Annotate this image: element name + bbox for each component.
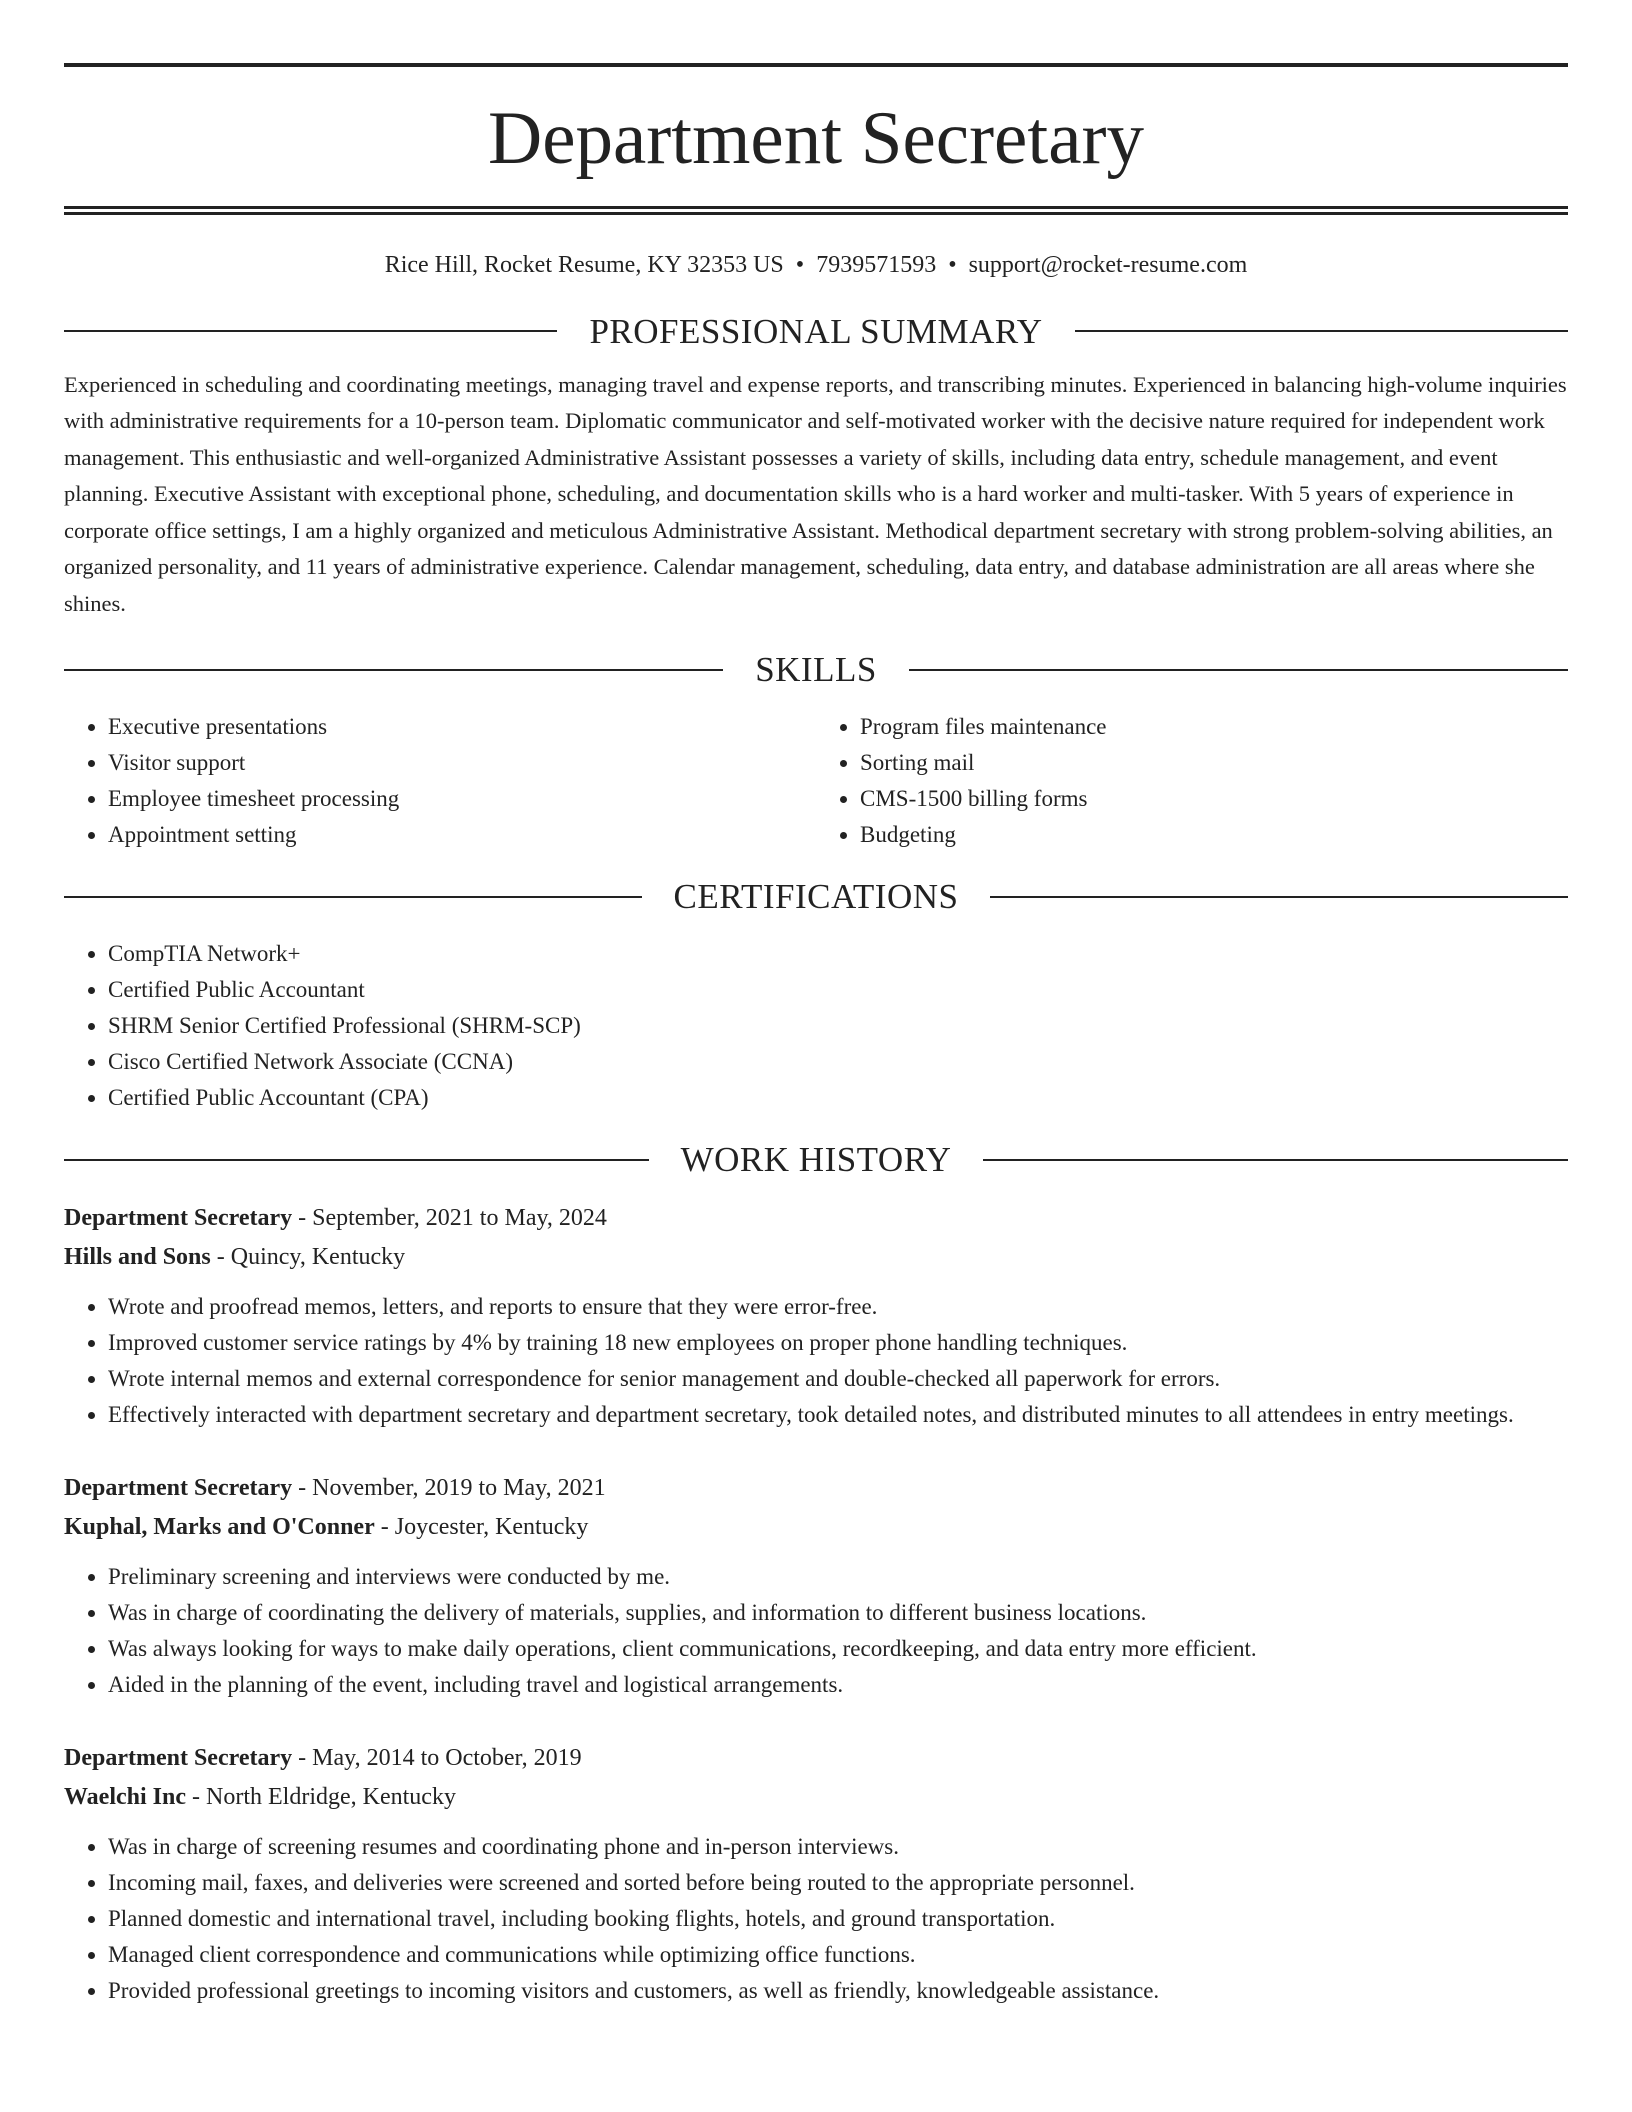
job-dates: - May, 2014 to October, 2019 bbox=[292, 1745, 582, 1772]
summary-heading-text: PROFESSIONAL SUMMARY bbox=[589, 311, 1043, 351]
skills-heading bbox=[64, 650, 1568, 690]
job-bullets bbox=[64, 1829, 1568, 2009]
certification-item: • CompTIA Network+ bbox=[108, 936, 1568, 972]
job-company: Hills and Sons bbox=[64, 1244, 211, 1271]
job-bullet: • Effectively interacted with department secretary and department secretary, took detailed notes, and distributed minutes to all attendees in entry meetings. bbox=[108, 1397, 1568, 1433]
certifications-heading bbox=[64, 877, 1568, 917]
job-company-line bbox=[64, 1238, 1568, 1277]
heading-rule-right bbox=[909, 669, 1568, 671]
job-entry bbox=[64, 1199, 1568, 1433]
skill-item: • Program files maintenance bbox=[860, 709, 1568, 745]
job-entry bbox=[64, 1469, 1568, 1703]
work-history-heading bbox=[64, 1140, 1568, 1180]
candidate-name: Department Secretary bbox=[488, 97, 1144, 180]
job-title-line bbox=[64, 1199, 1568, 1238]
job-title: Department Secretary bbox=[64, 1205, 293, 1232]
job-bullet: • Aided in the planning of the event, including travel and logistical arrangements. bbox=[108, 1667, 1568, 1703]
contact-email: support@rocket-resume.com bbox=[968, 252, 1248, 278]
certification-item: • Certified Public Accountant (CPA) bbox=[108, 1080, 1568, 1116]
job-title-line bbox=[64, 1469, 1568, 1508]
job-bullet: • Wrote and proofread memos, letters, and reports to ensure that they were error-free. bbox=[108, 1289, 1568, 1325]
top-rule bbox=[64, 63, 1568, 67]
skills-column-left bbox=[64, 709, 816, 853]
job-bullet: • Incoming mail, faxes, and deliveries were screened and sorted before being routed to the appropriate personnel. bbox=[108, 1865, 1568, 1901]
job-company-line bbox=[64, 1778, 1568, 1817]
job-location: - Joycester, Kentucky bbox=[374, 1514, 589, 1541]
job-company: Waelchi Inc bbox=[64, 1784, 187, 1811]
skill-item: • Budgeting bbox=[860, 817, 1568, 853]
job-title: Department Secretary bbox=[64, 1745, 293, 1772]
resume-page bbox=[64, 0, 1568, 2009]
heading-rule-right bbox=[990, 896, 1568, 898]
job-company-line bbox=[64, 1508, 1568, 1547]
job-bullet: • Managed client correspondence and communications while optimizing office functions. bbox=[108, 1937, 1568, 1973]
heading-rule-left bbox=[64, 669, 723, 671]
job-dates: - September, 2021 to May, 2024 bbox=[292, 1205, 607, 1232]
skill-item: • Sorting mail bbox=[860, 745, 1568, 781]
heading-rule-left bbox=[64, 896, 642, 898]
summary-text: Experienced in scheduling and coordinating meetings, managing travel and expense reports, and transcribing minutes. Experienced in balancing high-volume inquiries with administrative requirements for a 10-person team. Diplomatic communicator and self-motivated worker with the decisive nature required for independent work management. This enthusiastic and well-organized Administrative Assistant possesses a variety of skills, including data entry, schedule management, and event planning. Executive Assistant with exceptional phone, scheduling, and documentation skills who is a hard worker and multi-tasker. With 5 years of experience in corporate office settings, I am a highly organized and meticulous Administrative Assistant. Methodical department secretary with strong problem-solving abilities, an organized personality, and 11 years of administrative experience. Calendar management, scheduling, data entry, and database administration are all areas where she shines. bbox=[64, 371, 1567, 616]
job-bullet: • Was always looking for ways to make daily operations, client communications, recordkeeping, and data entry more efficient. bbox=[108, 1631, 1568, 1667]
job-bullets bbox=[64, 1559, 1568, 1703]
skills-column-right bbox=[816, 709, 1568, 853]
job-title: Department Secretary bbox=[64, 1475, 293, 1502]
contact-phone: 7939571593 bbox=[816, 252, 937, 278]
double-rule bbox=[64, 206, 1568, 215]
job-location: - Quincy, Kentucky bbox=[210, 1244, 406, 1271]
contact-line bbox=[64, 251, 1568, 280]
job-bullet: • Was in charge of screening resumes and coordinating phone and in-person interviews. bbox=[108, 1829, 1568, 1865]
contact-separator: • bbox=[948, 252, 957, 278]
job-bullet: • Preliminary screening and interviews were conducted by me. bbox=[108, 1559, 1568, 1595]
certification-item: • Certified Public Accountant bbox=[108, 972, 1568, 1008]
skill-item: • Visitor support bbox=[108, 745, 816, 781]
heading-rule-right bbox=[1075, 330, 1568, 332]
skill-item: • Appointment setting bbox=[108, 817, 816, 853]
job-entry bbox=[64, 1739, 1568, 2009]
contact-separator: • bbox=[795, 252, 805, 278]
heading-rule-right bbox=[983, 1159, 1568, 1161]
heading-rule-left bbox=[64, 330, 557, 332]
summary-heading bbox=[64, 311, 1568, 351]
job-company: Kuphal, Marks and O'Conner bbox=[64, 1514, 375, 1541]
job-bullet: • Was in charge of coordinating the delivery of materials, supplies, and information to different business locations. bbox=[108, 1595, 1568, 1631]
skill-item: • Employee timesheet processing bbox=[108, 781, 816, 817]
skill-item: • Executive presentations bbox=[108, 709, 816, 745]
work-history-heading-text: WORK HISTORY bbox=[680, 1140, 952, 1180]
certifications-heading-text: CERTIFICATIONS bbox=[673, 877, 959, 917]
contact-address: Rice Hill, Rocket Resume, KY 32353 US bbox=[384, 252, 784, 278]
job-bullets bbox=[64, 1289, 1568, 1433]
heading-rule-left bbox=[64, 1159, 649, 1161]
job-bullet: • Provided professional greetings to incoming visitors and customers, as well as friendly, knowledgeable assistance. bbox=[108, 1973, 1568, 2009]
skill-item: • CMS-1500 billing forms bbox=[860, 781, 1568, 817]
job-dates: - November, 2019 to May, 2021 bbox=[292, 1475, 606, 1502]
job-title-line bbox=[64, 1739, 1568, 1778]
job-bullet: • Planned domestic and international travel, including booking flights, hotels, and ground transportation. bbox=[108, 1901, 1568, 1937]
skills-list bbox=[64, 709, 1568, 853]
job-location: - North Eldridge, Kentucky bbox=[186, 1784, 456, 1811]
job-bullet: • Wrote internal memos and external correspondence for senior management and double-checked all paperwork for errors. bbox=[108, 1361, 1568, 1397]
certification-item: • Cisco Certified Network Associate (CCNA) bbox=[108, 1044, 1568, 1080]
job-bullet: • Improved customer service ratings by 4% by training 18 new employees on proper phone handling techniques. bbox=[108, 1325, 1568, 1361]
certification-item: • SHRM Senior Certified Professional (SHRM-SCP) bbox=[108, 1008, 1568, 1044]
certifications-list bbox=[64, 936, 1568, 1116]
skills-heading-text: SKILLS bbox=[755, 650, 877, 690]
